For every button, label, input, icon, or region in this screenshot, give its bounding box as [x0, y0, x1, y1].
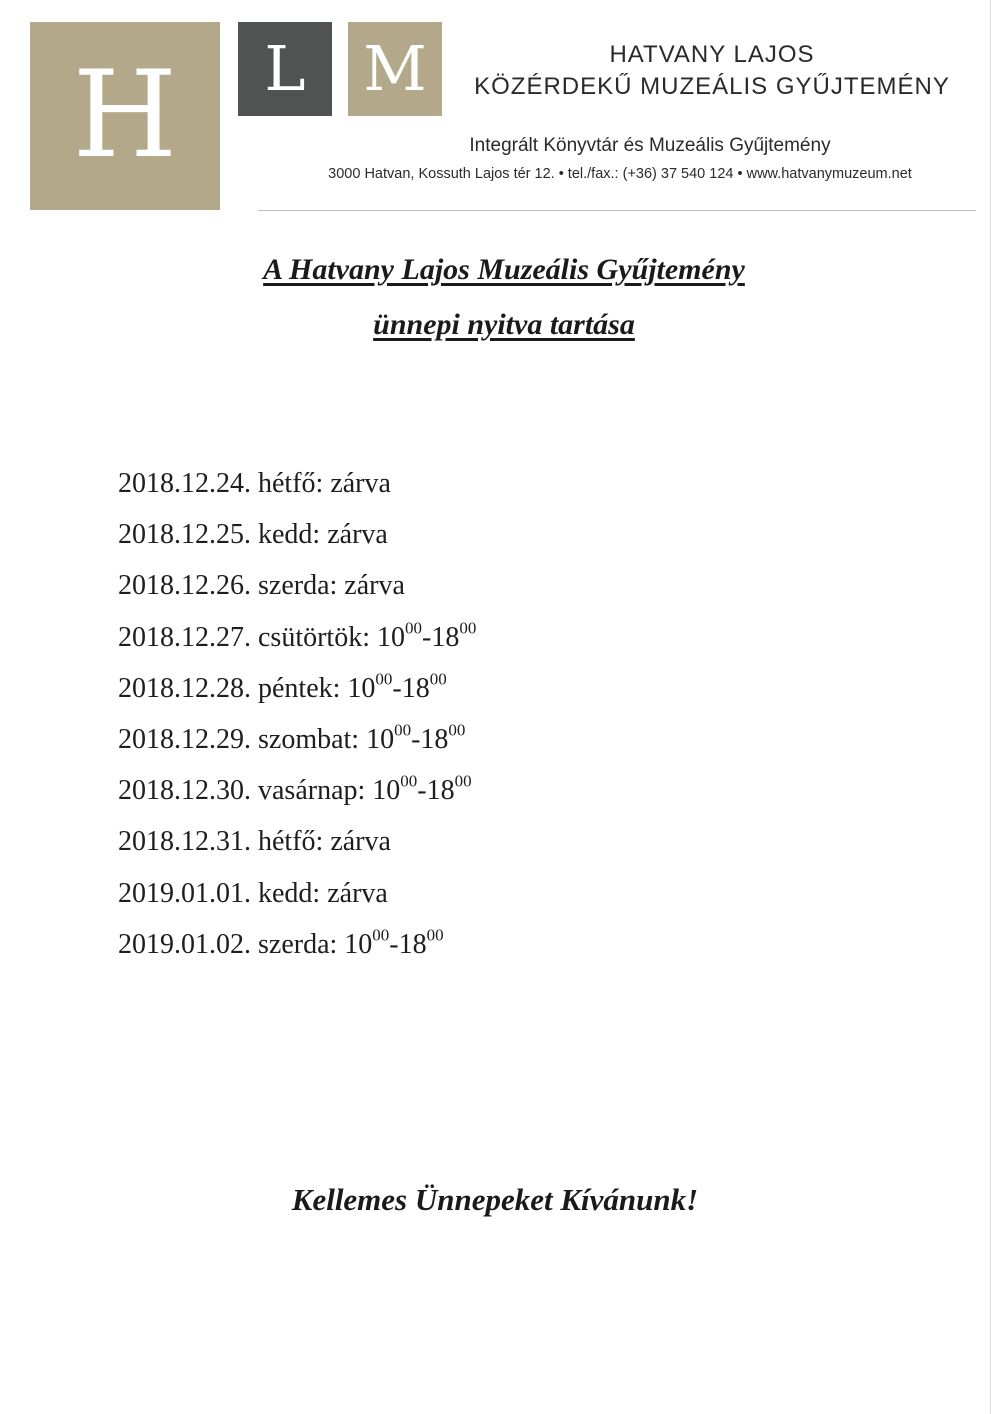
- hours-dash: -: [422, 621, 432, 653]
- schedule-day: hétfő:: [258, 826, 324, 858]
- schedule-hours: [347, 669, 447, 704]
- schedule-date: 2018.12.25.: [118, 519, 251, 551]
- document-title-line-1: A Hatvany Lajos Muzeális Gyűjtemény: [263, 253, 745, 286]
- open-minute: 00: [405, 617, 422, 637]
- schedule-day: vasárnap:: [258, 775, 366, 807]
- logo-letter-l: L: [238, 22, 332, 116]
- closing-greeting: Kellemes Ünnepeket Kívánunk!: [291, 1182, 699, 1217]
- schedule-hours: [377, 617, 477, 653]
- org-name-line-2: KÖZÉRDEKŰ MUZEÁLIS GYŰJTEMÉNY: [474, 73, 950, 100]
- schedule-row: [118, 924, 476, 978]
- schedule-date: 2018.12.24.: [118, 468, 251, 499]
- schedule-day: péntek:: [258, 672, 341, 704]
- schedule-row: [118, 773, 476, 824]
- schedule-date: 2018.12.26.: [118, 570, 251, 602]
- schedule-row: [118, 517, 476, 568]
- schedule-row: [118, 617, 477, 671]
- header-divider: [258, 210, 976, 211]
- schedule-day: szerda:: [258, 928, 338, 960]
- schedule-date: 2018.12.27.: [118, 621, 251, 653]
- open-hour: 10: [344, 928, 373, 960]
- close-hour: 18: [420, 723, 449, 755]
- institution-subtitle: Integrált Könyvtár és Muzeális Gyűjtemény: [469, 135, 831, 156]
- document-title-line-2: ünnepi nyitva tartása: [373, 308, 635, 341]
- schedule-status: zárva: [330, 826, 391, 858]
- holiday-schedule-list: [118, 466, 476, 978]
- hours-dash: -: [389, 928, 399, 960]
- open-hour: 10: [372, 775, 401, 807]
- close-minute: 00: [429, 669, 447, 688]
- schedule-hours: [366, 720, 466, 755]
- schedule-row: [118, 568, 476, 619]
- schedule-day: hétfő:: [258, 468, 324, 499]
- close-minute: 00: [426, 924, 444, 944]
- schedule-status: zárva: [344, 570, 405, 602]
- open-minute: 00: [400, 771, 418, 791]
- open-hour: 10: [366, 723, 395, 755]
- close-hour: 18: [401, 672, 430, 704]
- schedule-row: [118, 671, 476, 722]
- close-minute: 00: [448, 720, 466, 740]
- schedule-status: zárva: [327, 877, 388, 909]
- close-hour: 18: [398, 928, 427, 960]
- close-minute: 00: [459, 617, 477, 637]
- open-minute: 00: [394, 720, 412, 740]
- open-hour: 10: [347, 672, 376, 704]
- hours-dash: -: [417, 775, 427, 807]
- logo-letter-m: M: [348, 22, 442, 116]
- schedule-row: [118, 466, 476, 517]
- hours-dash: -: [392, 672, 402, 704]
- hours-dash: -: [411, 723, 421, 755]
- close-hour: 18: [431, 621, 460, 653]
- schedule-day: szombat:: [258, 723, 360, 755]
- schedule-date: 2018.12.29.: [118, 723, 251, 755]
- schedule-row: [118, 722, 476, 773]
- schedule-date: 2018.12.30.: [118, 775, 251, 807]
- schedule-date: 2019.01.01.: [118, 877, 251, 909]
- org-name-line-1: HATVANY LAJOS: [609, 41, 815, 68]
- schedule-row: [118, 876, 476, 927]
- schedule-status: zárva: [330, 468, 391, 499]
- open-minute: 00: [372, 924, 390, 944]
- close-minute: 00: [454, 771, 472, 791]
- schedule-date: 2018.12.28.: [118, 672, 251, 704]
- schedule-day: csütörtök:: [258, 621, 370, 653]
- open-minute: 00: [375, 669, 393, 688]
- schedule-day: kedd:: [258, 877, 321, 909]
- schedule-status: zárva: [327, 519, 388, 551]
- schedule-day: kedd:: [258, 519, 321, 551]
- open-hour: 10: [377, 621, 405, 653]
- schedule-day: szerda:: [258, 570, 338, 602]
- page-edge-line: [990, 0, 991, 1414]
- schedule-hours: [372, 771, 472, 807]
- close-hour: 18: [426, 775, 455, 807]
- logo-letter-h: H: [30, 22, 220, 210]
- schedule-hours: [344, 924, 444, 960]
- schedule-date: 2019.01.02.: [118, 928, 251, 960]
- schedule-row: [118, 824, 476, 875]
- schedule-date: 2018.12.31.: [118, 826, 251, 858]
- contact-address: 3000 Hatvan, Kossuth Lajos tér 12. • tel./fax.: (+36) 37 540 124 • www.hatvanymuzeum.net: [328, 166, 912, 182]
